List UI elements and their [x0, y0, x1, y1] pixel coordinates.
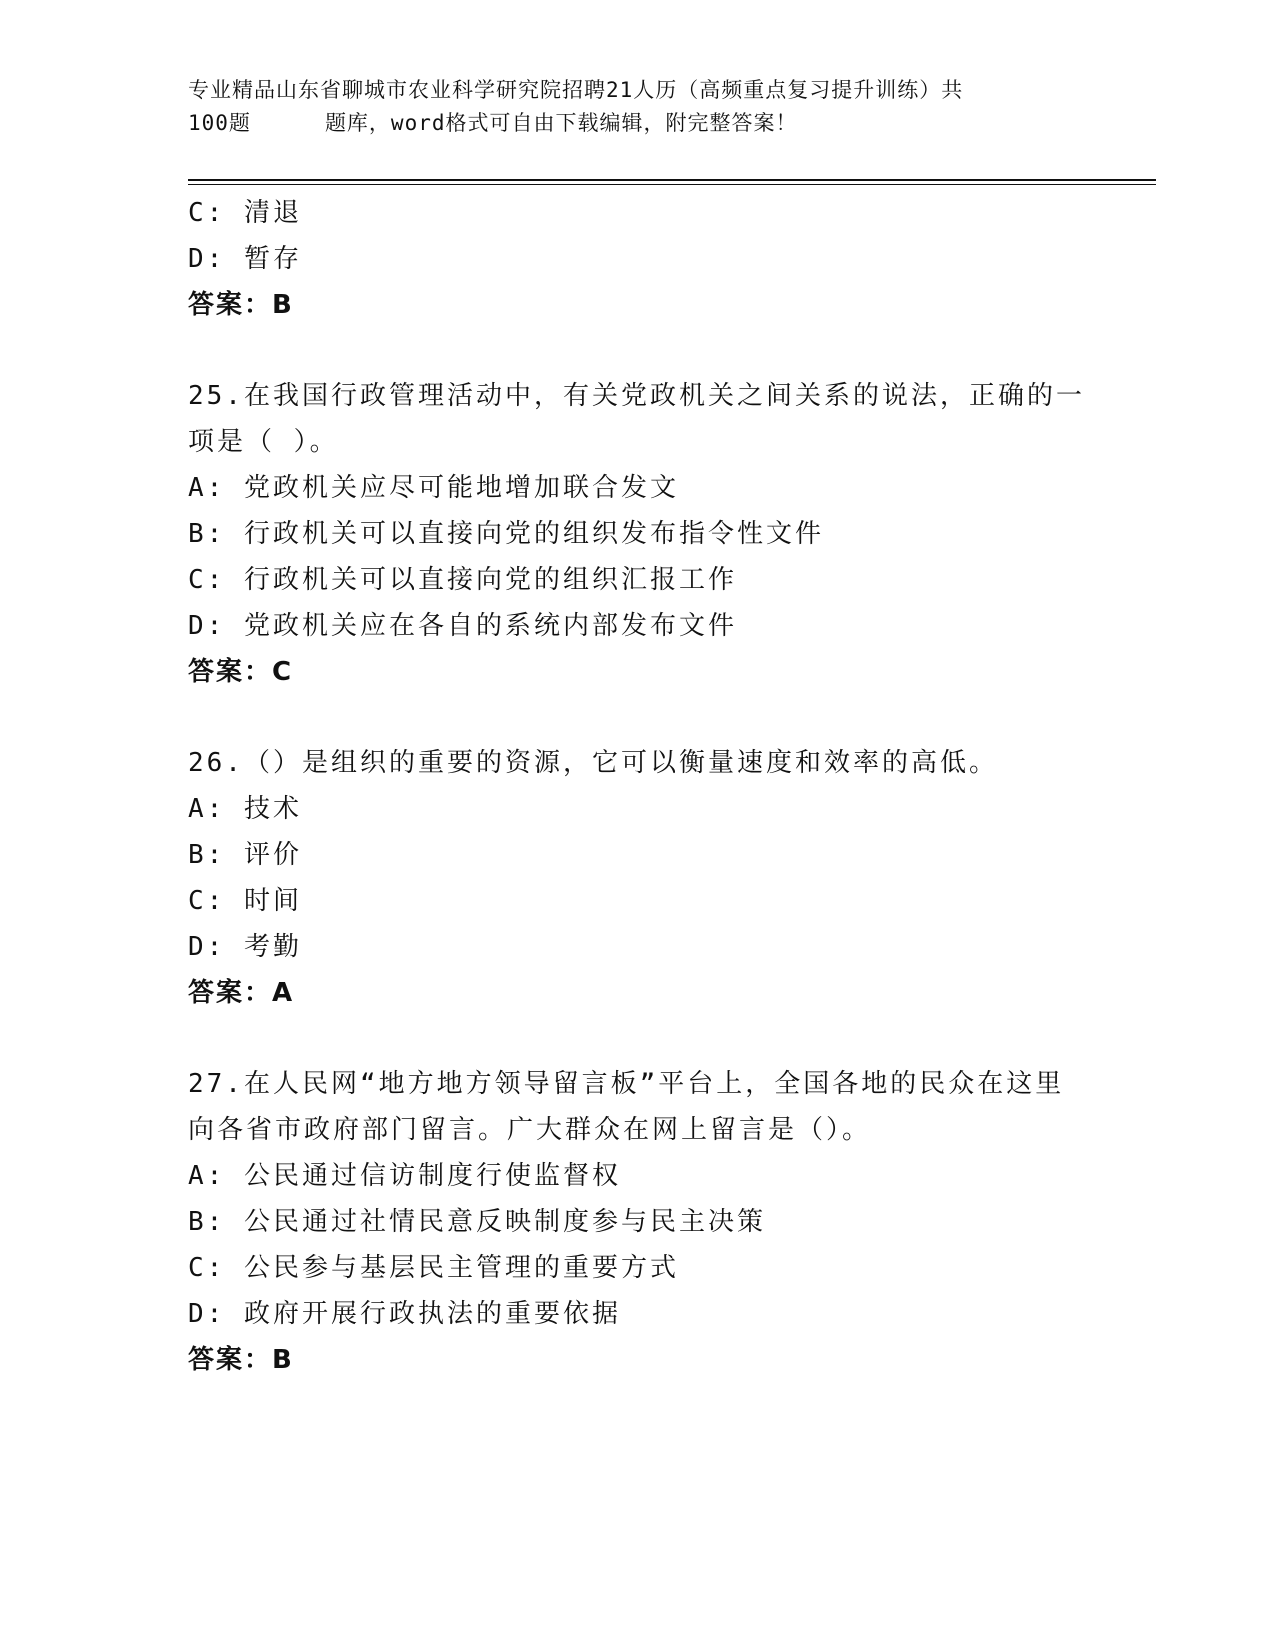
option-d: D: 党政机关应在各自的系统内部发布文件 — [188, 611, 737, 641]
header-divider-thin — [188, 184, 1156, 185]
header-description: 题库，word格式可自由下载编辑，附完整答案！ — [324, 111, 798, 135]
question-text-line: 25.在我国行政管理活动中，有关党政机关之间关系的说法，正确的一 — [188, 381, 1085, 411]
answer-line: 答案：A — [188, 978, 295, 1008]
previous-question-tail — [188, 190, 1088, 328]
option-c: C: 清退 — [188, 198, 302, 228]
option-b: B: 公民通过社情民意反映制度参与民主决策 — [188, 1207, 766, 1237]
header-divider-thick — [188, 179, 1156, 181]
question-27 — [188, 1061, 1088, 1383]
header-title-line-2 — [188, 107, 1088, 140]
header-title-line-1: 专业精品山东省聊城市农业科学研究院招聘21人历（高频重点复习提升训练）共 — [188, 78, 964, 102]
answer-line: 答案：B — [188, 290, 294, 320]
option-c: C: 行政机关可以直接向党的组织汇报工作 — [188, 565, 737, 595]
option-c: C: 公民参与基层民主管理的重要方式 — [188, 1253, 679, 1283]
header-question-count: 100题 — [188, 111, 251, 135]
answer-line: 答案：C — [188, 657, 294, 687]
option-d: D: 暂存 — [188, 244, 302, 274]
question-text-line: 向各省市政府部门留言。广大群众在网上留言是（）。 — [188, 1115, 872, 1145]
option-a: A: 党政机关应尽可能地增加联合发文 — [188, 473, 679, 503]
question-26 — [188, 740, 1088, 1016]
option-a: A: 技术 — [188, 794, 302, 824]
option-d: D: 政府开展行政执法的重要依据 — [188, 1299, 621, 1329]
option-c: C: 时间 — [188, 886, 302, 916]
question-25 — [188, 373, 1088, 695]
question-content — [188, 190, 1088, 1383]
option-a: A: 公民通过信访制度行使监督权 — [188, 1161, 621, 1191]
option-d: D: 考勤 — [188, 932, 302, 962]
question-text-line: 项是（ ）。 — [188, 427, 339, 457]
question-text-line: 26.（）是组织的重要的资源，它可以衡量速度和效率的高低。 — [188, 748, 998, 778]
option-b: B: 行政机关可以直接向党的组织发布指令性文件 — [188, 519, 824, 549]
page-header — [188, 74, 1088, 140]
answer-line: 答案：B — [188, 1345, 294, 1375]
question-text-line: 27.在人民网“地方地方领导留言板”平台上，全国各地的民众在这里 — [188, 1069, 1065, 1099]
option-b: B: 评价 — [188, 840, 302, 870]
